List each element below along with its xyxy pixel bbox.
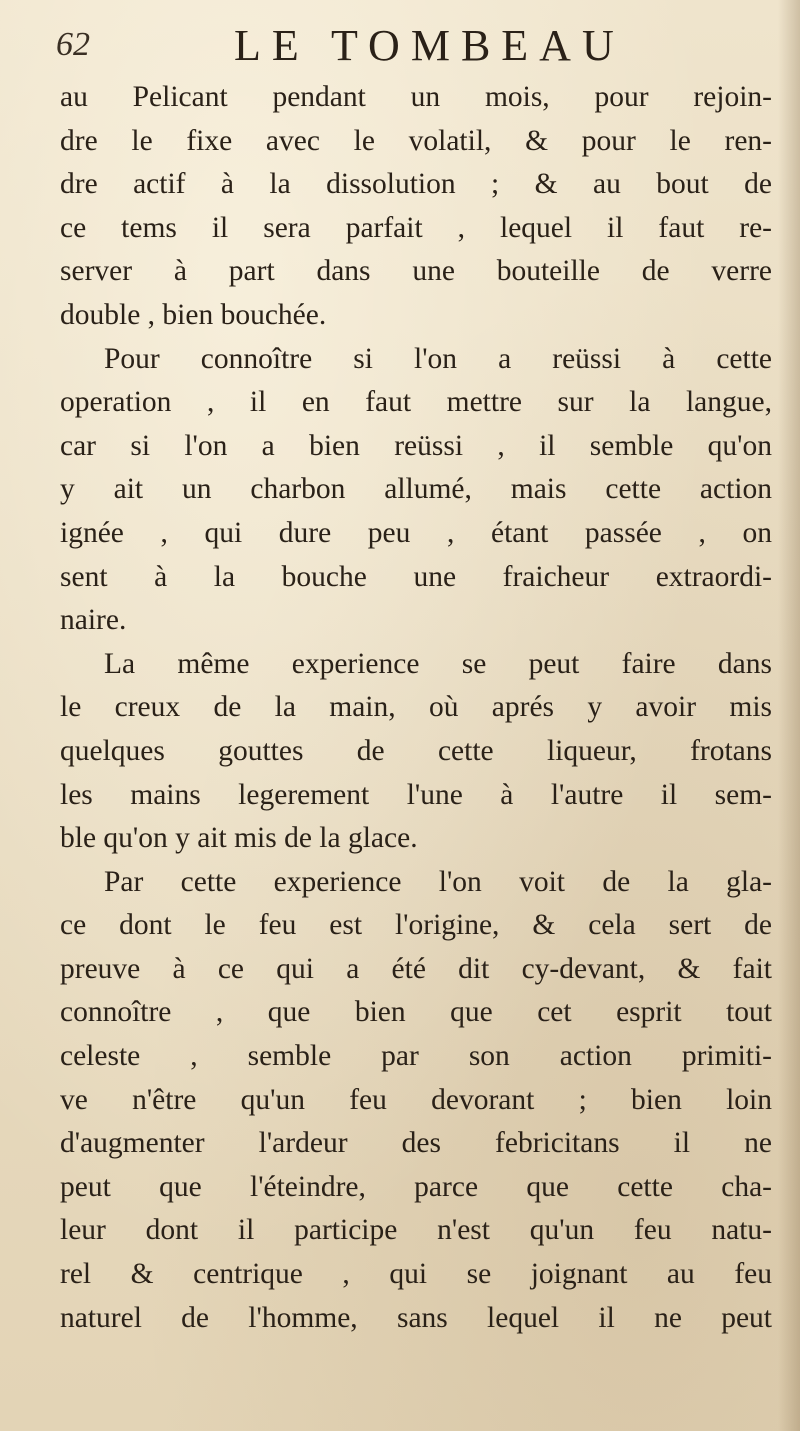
running-title: LE TOMBEAU <box>234 21 625 70</box>
text-line: ce dont le feu est l'origine, & cela sert de <box>60 909 772 942</box>
text-line: dre actif à la dissolution ; & au bout de <box>60 168 772 201</box>
page-header <box>56 20 746 80</box>
text-line: leur dont il participe n'est qu'un feu natu- <box>60 1214 772 1247</box>
text-line: d'augmenter l'ardeur des febricitans il ne <box>60 1127 772 1160</box>
text-line: celeste , semble par son action primiti- <box>60 1040 772 1073</box>
text-line: ve n'être qu'un feu devorant ; bien loin <box>60 1083 772 1116</box>
text-line: rel & centrique , qui se joignant au feu <box>60 1258 772 1291</box>
page-edge-shadow <box>778 0 800 1431</box>
text-line: dre le fixe avec le volatil, & pour le ren- <box>60 124 772 157</box>
body-text <box>60 76 772 1340</box>
text-line: car si l'on a bien reüssi , il semble qu'on <box>60 429 772 462</box>
text-line: naire. <box>60 604 127 637</box>
text-line: server à part dans une bouteille de verre <box>60 255 772 288</box>
text-line: double , bien bouchée. <box>60 298 327 331</box>
text-line: peut que l'éteindre, parce que cette cha- <box>60 1170 772 1203</box>
text-line: ignée , qui dure peu , étant passée , on <box>60 516 772 549</box>
text-line: Par cette experience l'on voit de la gla- <box>104 865 772 898</box>
text-line: connoître , que bien que cet esprit tout <box>60 996 772 1029</box>
text-line: La même experience se peut faire dans <box>104 647 772 680</box>
page-number: 62 <box>56 26 90 63</box>
text-line: Pour connoître si l'on a reüssi à cette <box>104 342 772 375</box>
text-line: ble qu'on y ait mis de la glace. <box>60 822 418 855</box>
text-line: quelques gouttes de cette liqueur, frotans <box>60 734 772 767</box>
text-line: sent à la bouche une fraicheur extraordi- <box>60 560 772 593</box>
text-line: au Pelicant pendant un mois, pour rejoin- <box>60 81 772 113</box>
text-line: le creux de la main, où aprés y avoir mis <box>60 691 772 724</box>
text-line: y ait un charbon allumé, mais cette action <box>60 473 772 506</box>
text-line: les mains legerement l'une à l'autre il sem- <box>60 778 772 811</box>
text-line: naturel de l'homme, sans lequel il ne peut <box>60 1301 772 1334</box>
text-line: operation , il en faut mettre sur la langue, <box>60 386 772 419</box>
text-line: ce tems il sera parfait , lequel il faut re- <box>60 211 772 244</box>
text-line: preuve à ce qui a été dit cy-devant, & fait <box>60 952 772 985</box>
